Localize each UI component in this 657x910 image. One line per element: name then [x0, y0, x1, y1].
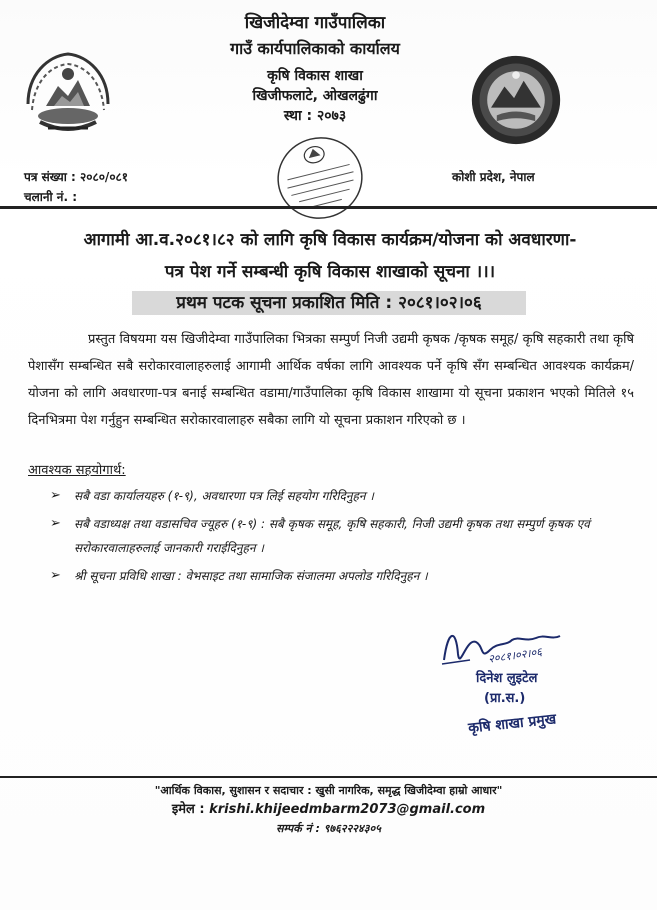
municipality-logo-icon — [468, 52, 564, 148]
arrow-bullet-icon: ➢ — [50, 568, 61, 583]
office-address: खिजीफलाटे, ओखलढुंगा — [252, 88, 378, 104]
support-heading: आवश्यक सहयोगार्थ: — [28, 463, 126, 478]
support-item-text: सबै वडाध्यक्ष तथा वडासचिव ज्यूहरु (१-९) : सबै कृषक समूह, कृषि सहकारी, निजी उद्यमी कृषक तथा सम्पुर्ण कृषक एवं सरोकारवालाहरुलाई जानकारी गराईदिनुहन । — [74, 517, 590, 555]
published-date-banner: प्रथम पटक सूचना प्रकाशित मिति : २०८१।०२।०६ — [132, 291, 526, 315]
footer-email-line — [20, 800, 637, 820]
list-item — [50, 484, 630, 508]
dispatch-number: चलानी नं. : — [24, 190, 78, 204]
notice-title-line-2: पत्र पेश गर्ने सम्बन्धी कृषि विकास शाखाको सूचना ।।। — [164, 262, 496, 282]
support-list — [50, 484, 630, 592]
notice-title-line-1: आगामी आ.व.२०८१।८२ को लागि कृषि विकास कार्यक्रम/योजना को अवधारणा- — [83, 230, 577, 250]
contact-number: सम्पर्क नं : ९७६२२२४३०५ — [276, 822, 381, 835]
signer-name: दिनेश लुइटेल — [476, 671, 538, 686]
footer-divider — [0, 776, 657, 778]
email-label: इमेल : — [171, 802, 205, 817]
list-item — [50, 512, 630, 560]
letterhead — [150, 12, 480, 126]
established-year: स्था : २०७३ — [283, 108, 347, 124]
office-name: गाउँ कार्यपालिकाको कार्यालय — [230, 39, 400, 58]
list-item — [50, 564, 630, 588]
signer-rank: (प्रा.स.) — [484, 691, 526, 706]
province-name: कोशी प्रदेश, नेपाल — [452, 170, 535, 184]
reference-number: पत्र संख्या : २०८०/०८१ — [24, 170, 129, 184]
email-address: krishi.khijeedmbarm2073@gmail.com — [209, 802, 486, 817]
nepal-emblem-icon — [18, 44, 118, 144]
arrow-bullet-icon: ➢ — [50, 488, 61, 503]
notice-title — [30, 224, 630, 288]
notice-body: प्रस्तुत विषयमा यस खिजीदेम्वा गाउँपालिका भित्रका सम्पुर्ण निजी उद्यमी कृषक /कृषक समूह/ कृषि सहकारी तथा कृषि पेशासँग सम्बन्धित सबै सरोकारवालाहरुलाई आगामी आर्थिक वर्षका लागि आवश्यक पर्ने कृषि सँग सम्बन्धित आवश्यक कार्यक्रम/ योजना को लागि अवधारणा-पत्र बनाई सम्बन्धित वडामा/गाउँपालिका कृषि विकास शाखामा यो सूचना प्रकाशन भएको मितिले १५ दिनभित्रमा पेश गर्नुहुन सम्बन्धित सरोकारवालाहरु सबैका लागि यो सूचना प्रकाशन गरिएको छ । — [28, 332, 634, 428]
header-divider — [0, 206, 657, 209]
support-item-text: श्री सूचना प्रविधि शाखा : वेभसाइट तथा सामाजिक संजालमा अपलोड गरिदिनुहन । — [74, 569, 428, 583]
municipality-name: खिजीदेम्वा गाउँपालिका — [244, 13, 386, 33]
arrow-bullet-icon: ➢ — [50, 516, 61, 531]
section-name: कृषि विकास शाखा — [267, 68, 363, 84]
signature-date: २०८१।०२।०६ — [487, 645, 543, 666]
signer-title: कृषि शाखा प्रमुख — [467, 711, 557, 737]
office-stamp-icon — [274, 132, 366, 224]
support-item-text: सबै वडा कार्यालयहरु (१-९), अवधारणा पत्र लिई सहयोग गरिदिनुहन । — [74, 489, 374, 503]
footer-slogan: "आर्थिक विकास, सुशासन र सदाचार : खुसी नागरिक, समृद्ध खिजीदेम्वा हाम्रो आधार" — [154, 784, 503, 797]
